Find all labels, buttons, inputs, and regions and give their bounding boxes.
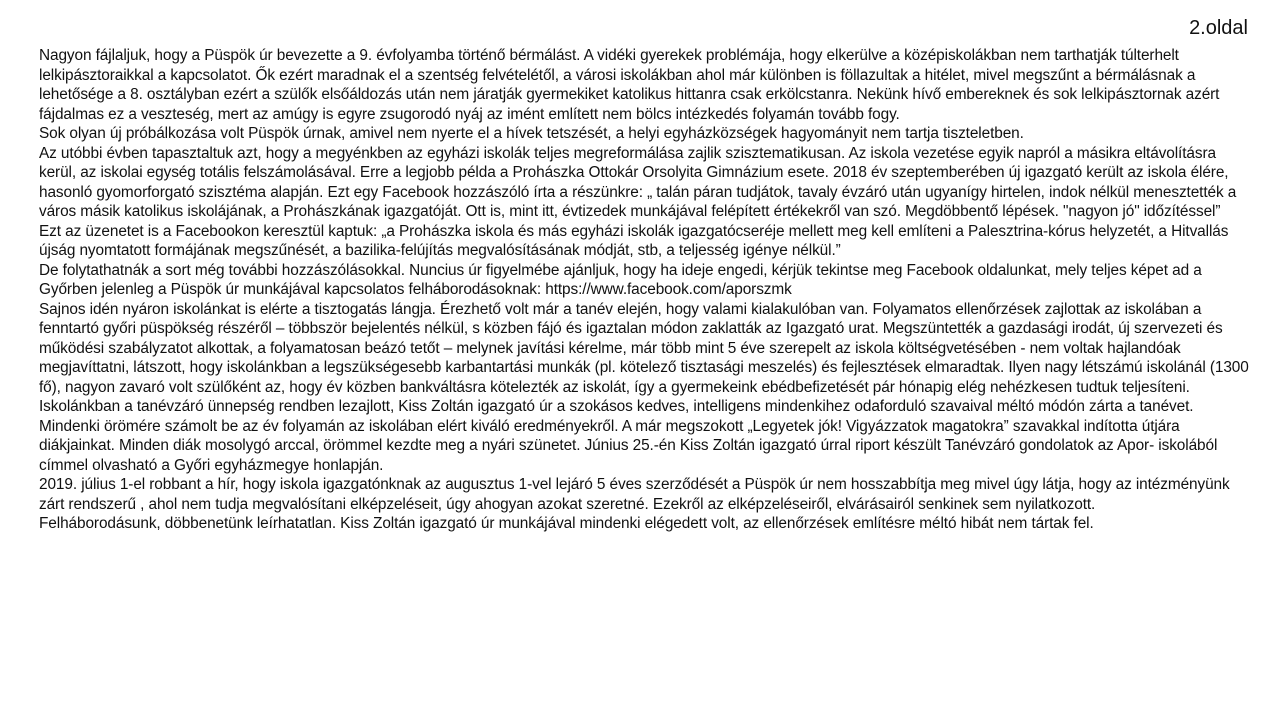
paragraph-outrage: Felháborodásunk, döbbenetünk leírhatatlan. Kiss Zoltán igazgató úr munkájával mindenki elégedett volt, az ellenőrzések említésre méltó hibát nem tártak fel.	[39, 515, 1094, 532]
paragraph-contract-news: 2019. július 1-el robbant a hír, hogy iskola igazgatónknak az augusztus 1-vel lejáró 5 éves szerződését a Püspök úr nem hosszabbítja meg mivel úgy látja, hogy az intézményünk zárt rendszerű , ahol nem tudja megvalósítani elképzeléseit, úgy ahogyan azokat szeretné. Ezekről az elképzeléseiről, elvárásairól senkinek sem nyilatkozott.	[39, 476, 1230, 513]
page-number: 2.oldal	[1189, 17, 1248, 39]
paragraph-facebook-message: Ezt az üzenetet is a Facebookon keresztül kaptuk: „a Prohászka iskola és más egyházi iskolák igazgatócseréje mellett meg kell említeni a Palesztrina-kórus helyzetét, a Hitvallás újság nyomtatott formájának megszűnését, a bazilika-felújítás megvalósításának módját, stb, a teljesség igénye nélkül.”	[39, 222, 1229, 259]
paragraph-bishop-attempts: Sok olyan új próbálkozása volt Püspök úrnak, amivel nem nyerte el a hívek tetszését, a helyi egyházközségek hagyományit nem tartja tiszteletben.	[39, 125, 1024, 142]
paragraph-confirmation: Nagyon fájlaljuk, hogy a Püspök úr bevezette a 9. évfolyamba történő bérmálást. A vidéki gyerekek problémája, hogy elkerülve a középiskolákban nem tarthatják túlterhelt lelkipásztoraikkal a kapcsolatot. Ők ezért maradnak el a szentség felvételétől, a városi iskolákban ahol már különben is föllazultak a hitélet, mivel megszűnt a bérmálásnak a lehetősége a 8. osztályban ezért a szülők elsőáldozás után nem járatják gyermekiket katolikus hittanra csak erkölcstanra. Nekünk hívő embereknek és sok lelkipásztornak azért fájdalmas ez a veszteség, mert az amúgy is egyre zsugorodó nyáj az imént említett nem bölcs intézkedés folyamán tovább fogy.	[39, 47, 1220, 123]
paragraph-nuncio-request: De folytathatnák a sort még további hozzászólásokkal. Nuncius úr figyelmébe ajánljuk, hogy ha ideje engedi, kérjük tekintse meg Facebook oldalunkat, mely teljes képet ad a Győrben jelenleg a Püspök úr munkájával kapcsolatos felháborodásoknak: https://www.facebook.com/aporszmk	[39, 261, 1202, 298]
letter-body	[39, 46, 1249, 534]
paragraph-summer-purge: Sajnos idén nyáron iskolánkat is elérte a tisztogatás lángja. Érezhető volt már a tanév elején, hogy valami kialakulóban van. Folyamatos ellenőrzések zajlottak az iskolában a fenntartó győri püspökség részéről – többször bejelentés nélkül, s közben fájó és igaztalan módon zaklatták az Igazgató urat. Megszüntették a gazdasági irodát, új szervezeti és működési szabályzatot alkottak, a folyamatosan beázó tetőt – melynek javítási kérelme, már több mint 5 éve szerepelt az iskola költségvetésében - nem voltak hajlandóak megjavíttatni, látszott, hogy iskolánkban a legszükségesebb karbantartási munkák (pl. kötelező tisztasági meszelés) és fejlesztések elmaradtak. Ilyen nagy létszámú iskolánál (1300 fő), nagyon zavaró volt szülőként az, hogy év közben bankváltásra kötelezték az iskolát, így a gyermekeink ebédbefizetését pár hónapig elég nehézkesen tudtuk teljesíteni.	[39, 300, 1249, 396]
paragraph-year-end-ceremony: Iskolánkban a tanévzáró ünnepség rendben lezajlott, Kiss Zoltán igazgató úr a szokásos kedves, intelligens mindenkihez odaforduló szavaival méltó módón zárta a tanévet. Mindenki örömére számolt be az év folyamán az iskolában elért kiváló eredményekről. A már megszokott „Legyetek jók! Vigyázzatok magatokra” szavakkal indította útjára diákjainkat. Minden diák mosolygó arccal, örömmel kezdte meg a nyári szünetet. Június 25.-én Kiss Zoltán igazgató úrral riport készült Tanévzáró gondolatok az Apor- iskolából címmel olvasható a Győri egyházmegye honlapján.	[39, 398, 1218, 474]
paragraph-school-reform: Az utóbbi évben tapasztaltuk azt, hogy a megyénkben az egyházi iskolák teljes megreformálása zajlik szisztematikusan. Az iskola vezetése egyik napról a másikra eltávolításra kerül, az iskolai egység totális felszámolásával. Erre a legjobb példa a Prohászka Ottokár Orsolyita Gimnázium esete. 2018 év szeptemberében új igazgató került az iskola élére, hasonló gyomorforgató szisztéma alapján. Ezt egy Facebook hozzászóló írta a részünkre: „ talán páran tudjátok, tavaly évzáró után ugyanígy hirtelen, indok nélkül menesztették a város másik katolikus iskolájának, a Prohászkának igazgatóját. Ott is, mint itt, évtizedek munkájával felépített értékekről van szó. Megdöbbentő lépések. "nagyon jó" időzítéssel”	[39, 144, 1237, 220]
